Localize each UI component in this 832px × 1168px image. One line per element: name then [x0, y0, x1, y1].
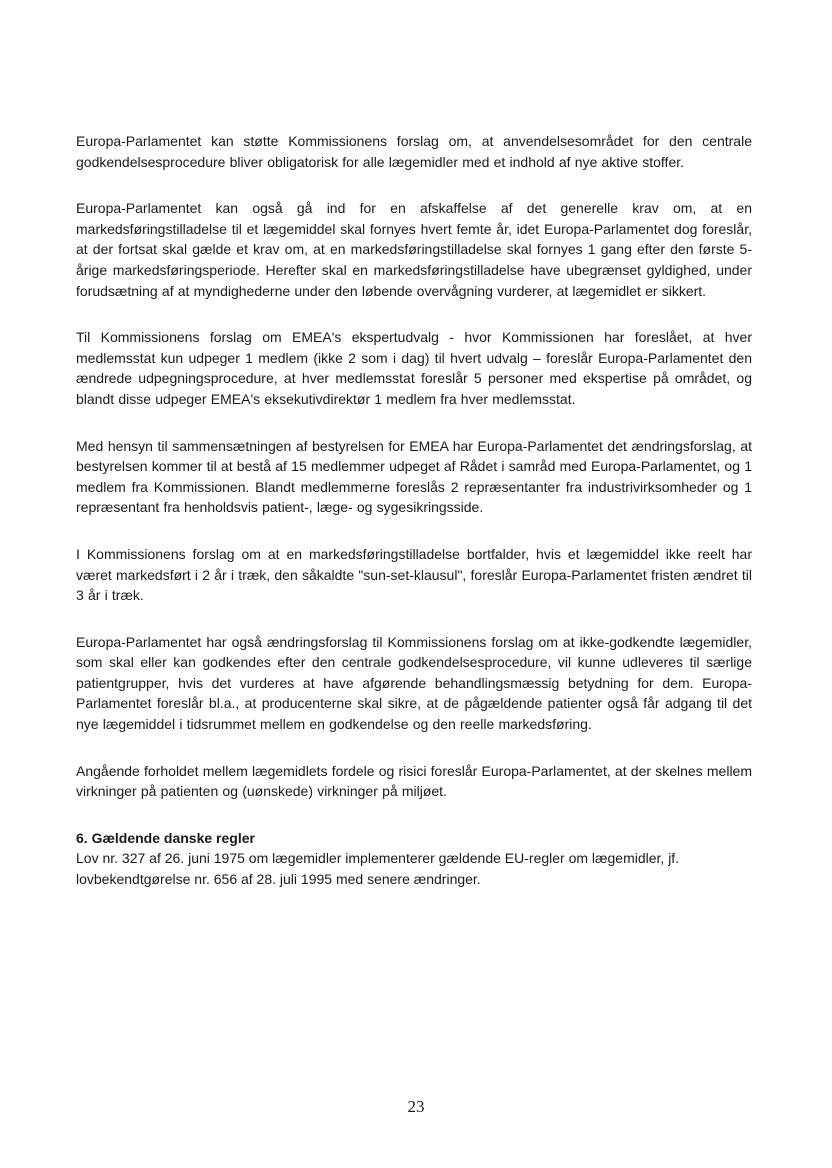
page-number: 23	[407, 1097, 425, 1116]
section-body: Lov nr. 327 af 26. juni 1975 om lægemidler implementerer gældende EU-regler om lægemidler, jf. lovbekendtgørelse nr. 656 af 28. juli 1995 med senere ændringer.	[76, 850, 680, 888]
document-body	[76, 131, 752, 890]
paragraph-emea-management-board: Med hensyn til sammensætningen af bestyrelsen for EMEA har Europa-Parlamentet det ændringsforslag, at bestyrelsen kommer til at bestå af 15 medlemmer udpeget af Rådet i samråd med Europa-Parlamentet, og 1 medlem fra Kommissionen. Blandt medlemmerne foreslås 2 repræsentanter fra industrivirksomheder og 1 repræsentant fra henholdsvis patient-, læge- og sygesikringsside.	[76, 437, 752, 516]
paragraph-sunset-clause: I Kommissionens forslag om at en markedsføringstilladelse bortfalder, hvis et lægemiddel ikke reelt har været markedsført i 2 år i træk, den såkaldte "sun-set-klausul", foreslår Europa-Parlamentet fristen ændret til 3 år i træk.	[76, 545, 752, 604]
paragraph-emea-expert-committees: Til Kommissionens forslag om EMEA's ekspertudvalg - hvor Kommissionen har foreslået, at hver medlemsstat kun udpeger 1 medlem (ikke 2 som i dag) til hvert udvalg – foreslår Europa-Parlamentet den ændrede udpegningsprocedure, at hver medlemsstat foreslår 5 personer med ekspertise på området, og blandt disse udpeger EMEA's eksekutivdirektør 1 medlem fra hver medlemsstat.	[76, 329, 752, 407]
section-heading: 6. Gældende danske regler	[76, 829, 255, 846]
paragraph-compassionate-use: Europa-Parlamentet har også ændringsforslag til Kommissionens forslag om at ikke-godkendte lægemidler, som skal eller kan godkendes efter den centrale godkendelsesprocedure, vil kunne udleveres til særlige patientgrupper, hvis det vurderes at have afgørende behandlingsmæssig betydning for dem. Europa-Parlamentet foreslår bl.a., at producenterne skal sikre, at de pågældende patienter også får adgang til det nye lægemiddel i tidsrummet mellem en godkendelse og den reelle markedsføring.	[76, 633, 752, 733]
paragraph-marketing-authorisation-renewal: Europa-Parlamentet kan også gå ind for en afskaffelse af det generelle krav om, at en markedsføringstilladelse til et lægemiddel skal fornyes hvert femte år, idet Europa-Parlamentet dog foreslår, at der fortsat skal gælde et krav om, at en markedsføringstilladelse skal fornyes 1 gang efter den første 5-årige markedsføringsperiode. Herefter skal en markedsføringstilladelse have ubegrænset gyldighed, under forudsætning af at myndighederne under den løbende overvågning vurderer, at lægemidlet er sikkert.	[76, 200, 752, 299]
paragraph-central-procedure: Europa-Parlamentet kan støtte Kommissionens forslag om, at anvendelsesområdet for den centrale godkendelsesprocedure bliver obligatorisk for alle lægemidler med et indhold af nye aktive stoffer.	[76, 133, 752, 170]
paragraph-benefit-risk: Angående forholdet mellem lægemidlets fordele og risici foreslår Europa-Parlamentet, at der skelnes mellem virkninger på patienten og (uønskede) virkninger på miljøet.	[76, 762, 752, 800]
